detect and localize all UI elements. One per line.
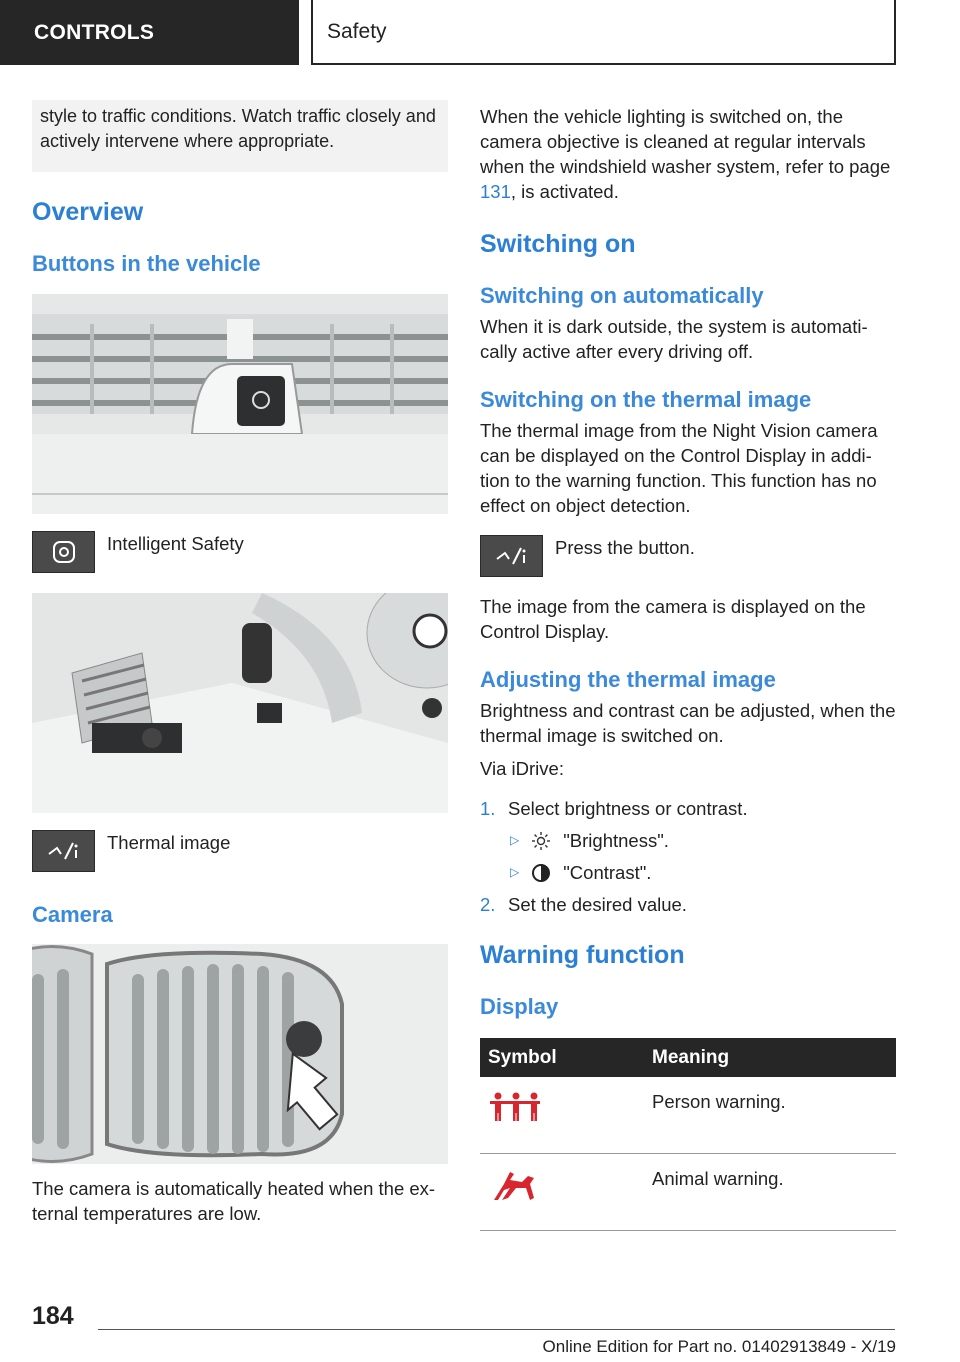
step-2 bbox=[480, 892, 896, 917]
animal-warning-icon bbox=[488, 1168, 544, 1202]
section-tab: CONTROLS bbox=[0, 0, 299, 65]
buttons-photo bbox=[32, 294, 448, 514]
sub-item-contrast bbox=[510, 860, 896, 885]
step-1-number: 1. bbox=[480, 798, 496, 819]
sub-item-brightness bbox=[510, 828, 896, 853]
bullet-triangle-icon: ▷ bbox=[510, 865, 520, 879]
auto-heading: Switching on automatically bbox=[480, 283, 764, 308]
image-display-text: The image from the camera is displayed on the Control Display. bbox=[480, 596, 866, 642]
via-idrive: Via iDrive: bbox=[480, 758, 564, 779]
step-2-text: Set the desired value. bbox=[508, 894, 687, 915]
night-vision-button-icon bbox=[480, 535, 543, 577]
footer-divider bbox=[98, 1329, 895, 1330]
note-box bbox=[32, 100, 448, 172]
symbol-table bbox=[480, 1038, 896, 1231]
switching-on-heading: Switching on bbox=[480, 230, 636, 258]
intelligent-safety-label: Intelligent Safety bbox=[107, 533, 244, 554]
contrast-icon bbox=[531, 863, 551, 883]
auto-text: When it is dark outside, the system is automati-cally active after every driving off. bbox=[480, 316, 868, 362]
edition-text: Online Edition for Part no. 01402913849 - X/19 bbox=[542, 1337, 896, 1356]
step-1 bbox=[480, 796, 896, 821]
intelligent-safety-icon bbox=[32, 531, 95, 573]
overview-heading: Overview bbox=[32, 198, 144, 226]
camera-photo bbox=[32, 944, 448, 1164]
thermal-image-row bbox=[32, 830, 448, 872]
intro-text-a: When the vehicle lighting is switched on, the camera objective is cleaned at regular intervals when the windshield washer system, refer to page bbox=[480, 106, 891, 177]
col-symbol: Symbol bbox=[480, 1038, 644, 1077]
chapter-tab: Safety bbox=[311, 0, 896, 65]
bullet-triangle-icon: ▷ bbox=[510, 833, 520, 847]
thermal-button-photo bbox=[32, 593, 448, 813]
intelligent-safety-row bbox=[32, 531, 448, 573]
intro-text-b: , is activated. bbox=[510, 181, 619, 202]
meaning-cell: Animal warning. bbox=[644, 1154, 896, 1231]
symbol-cell bbox=[480, 1077, 644, 1154]
note-text: style to traffic conditions. Watch traffic closely and actively intervene where appropriate. bbox=[40, 106, 436, 151]
sub-item-contrast-label: "Contrast". bbox=[563, 862, 652, 883]
intro-paragraph bbox=[480, 104, 896, 204]
brightness-icon bbox=[531, 831, 551, 851]
left-column bbox=[32, 100, 448, 1226]
buttons-heading: Buttons in the vehicle bbox=[32, 251, 261, 276]
camera-text: The camera is automatically heated when the ex-ternal temperatures are low. bbox=[32, 1178, 436, 1224]
display-heading: Display bbox=[480, 994, 559, 1019]
thermal-text: The thermal image from the Night Vision camera can be displayed on the Control Display in addi-tion to the warning function. This function has no effect on object detection. bbox=[480, 420, 878, 516]
sub-item-brightness-label: "Brightness". bbox=[563, 830, 669, 851]
step-2-number: 2. bbox=[480, 894, 496, 915]
camera-heading: Camera bbox=[32, 902, 113, 927]
meaning-cell: Person warning. bbox=[644, 1077, 896, 1154]
page-link[interactable]: 131 bbox=[480, 181, 511, 202]
press-button-row bbox=[480, 535, 896, 577]
person-warning-icon bbox=[488, 1091, 544, 1123]
adjust-heading: Adjusting the thermal image bbox=[480, 667, 776, 692]
adjust-text: Brightness and contrast can be adjusted, when the thermal image is switched on. bbox=[480, 700, 896, 746]
table-row bbox=[480, 1154, 896, 1231]
step-1-text: Select brightness or contrast. bbox=[508, 798, 748, 819]
thermal-image-label: Thermal image bbox=[107, 832, 231, 853]
table-row bbox=[480, 1077, 896, 1154]
thermal-heading: Switching on the thermal image bbox=[480, 387, 812, 412]
col-meaning: Meaning bbox=[644, 1038, 896, 1077]
table-header-row bbox=[480, 1038, 896, 1077]
warning-heading: Warning function bbox=[480, 941, 685, 969]
page-number: 184 bbox=[32, 1302, 74, 1330]
press-button-text: Press the button. bbox=[555, 537, 695, 558]
night-vision-icon bbox=[32, 830, 95, 872]
symbol-cell bbox=[480, 1154, 644, 1231]
right-column bbox=[480, 104, 896, 1231]
